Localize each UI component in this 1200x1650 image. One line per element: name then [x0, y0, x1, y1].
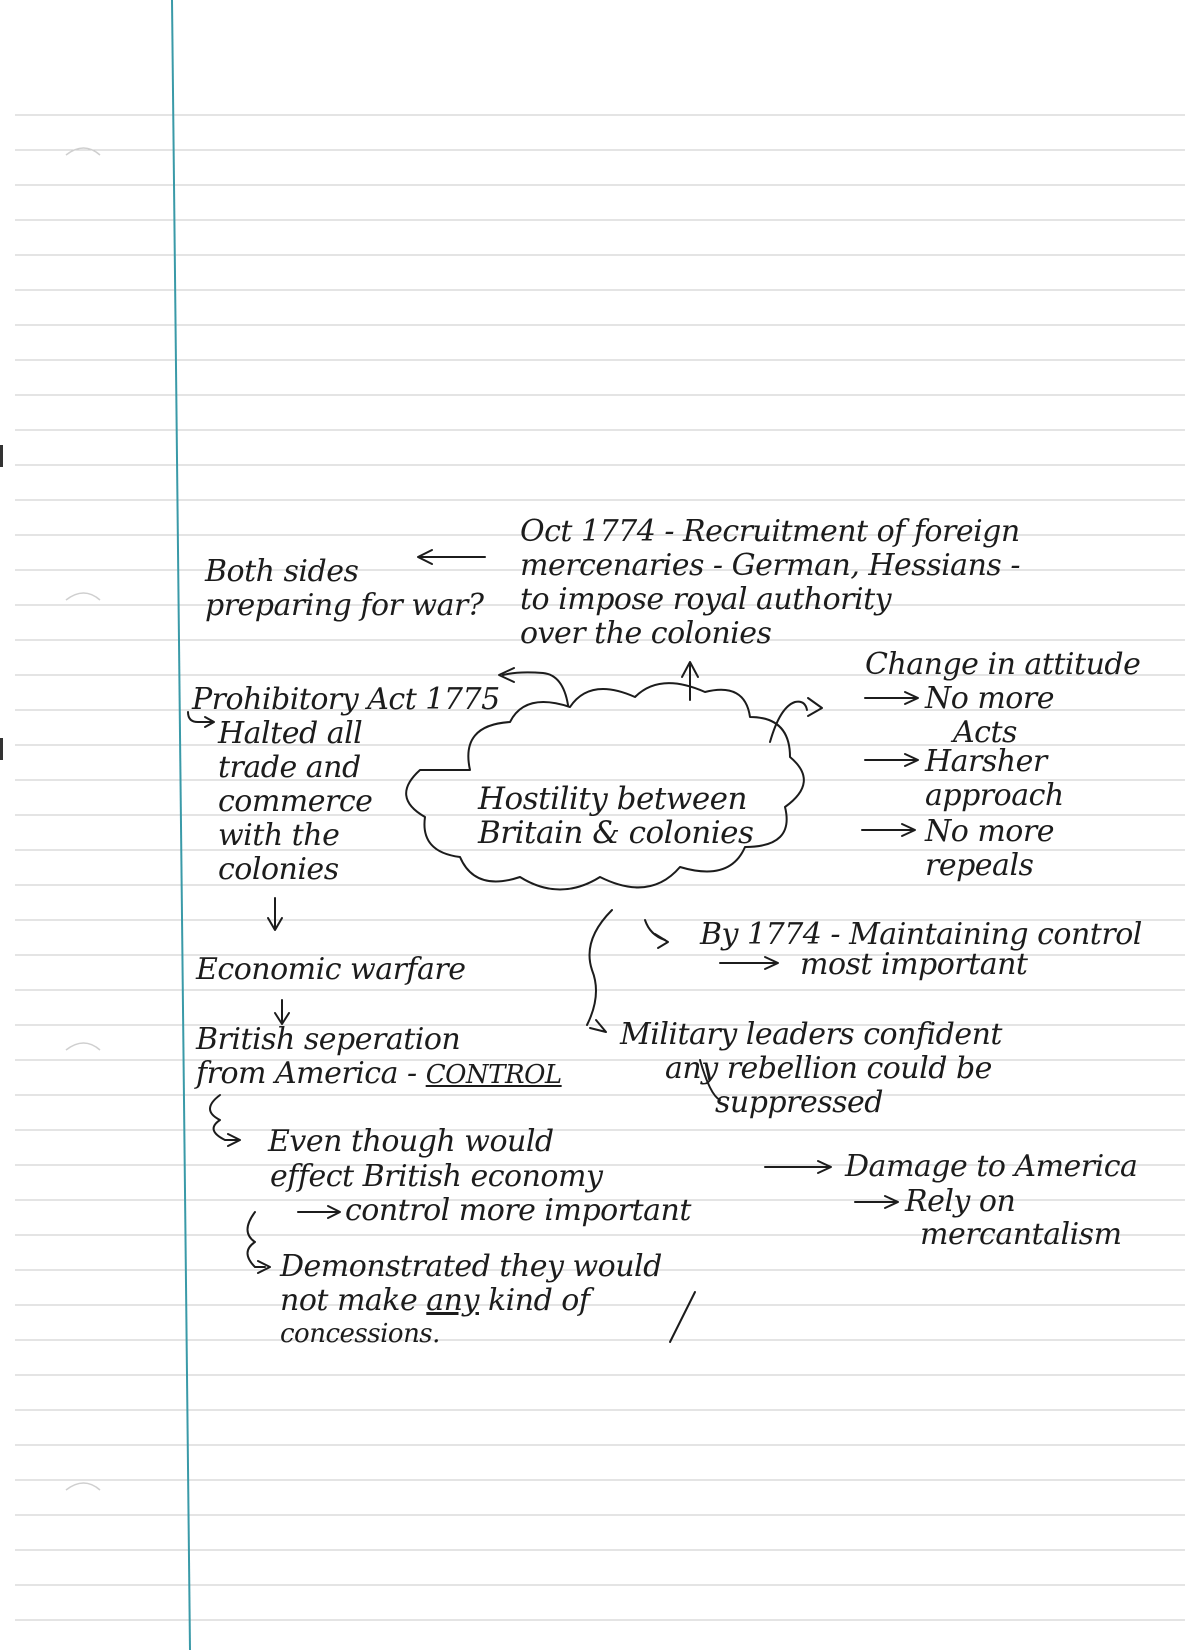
note-line: No more — [925, 681, 1054, 716]
recruitment-note — [520, 515, 1020, 651]
note-line: approach — [925, 778, 1064, 813]
economy-note-cont — [270, 1160, 602, 1194]
note-line: commerce — [218, 784, 373, 819]
damage-note-cont — [920, 1218, 1122, 1252]
note-line: Oct 1774 - Recruitment of foreign — [520, 514, 1020, 549]
prohibitory-act-detail — [218, 717, 372, 887]
note-line: suppressed — [715, 1085, 883, 1120]
note-line: preparing for war? — [205, 588, 484, 623]
note-line: Harsher — [925, 744, 1047, 779]
note-line: By 1774 - Maintaining control — [700, 917, 1142, 952]
note-line: with the — [218, 818, 340, 853]
note-text: not make — [280, 1283, 427, 1318]
note-line: Acts — [953, 715, 1017, 750]
note-line: Damage to America — [845, 1149, 1138, 1184]
note-line — [196, 1057, 562, 1091]
damage-note — [845, 1150, 1137, 1184]
military-note — [620, 1018, 1002, 1120]
attitude-bullet-3 — [925, 815, 1054, 883]
by-1774-note-cont — [800, 948, 1027, 982]
note-line: repeals — [925, 848, 1034, 883]
note-line: mercantalism — [920, 1217, 1122, 1252]
damage-note-cont — [905, 1185, 1015, 1219]
note-line: trade and — [218, 750, 361, 785]
economic-warfare-note — [196, 953, 466, 987]
note-line: Rely on — [905, 1184, 1016, 1219]
note-line: Prohibitory Act 1775 — [192, 682, 500, 717]
attitude-bullet-2 — [925, 745, 1064, 813]
note-line: Change in attitude — [865, 647, 1141, 682]
attitude-title — [865, 648, 1140, 682]
control-note — [345, 1194, 691, 1228]
note-line: Military leaders confident — [620, 1017, 1002, 1052]
arrow-to-prohibitory — [503, 672, 568, 705]
note-line: No more — [925, 814, 1054, 849]
separation-note — [196, 1023, 562, 1091]
both-sides-note — [205, 555, 483, 623]
note-line: Economic warfare — [196, 952, 466, 987]
note-line: mercenaries - German, Hessians - — [520, 548, 1020, 583]
note-line: Halted all — [218, 716, 363, 751]
note-text: kind of — [478, 1283, 590, 1318]
note-line: most important — [800, 947, 1028, 982]
note-line: to impose royal authority — [520, 582, 892, 617]
note-line: over the colonies — [520, 616, 772, 651]
note-line: British seperation — [196, 1022, 461, 1057]
note-line: control more important — [345, 1193, 691, 1228]
note-line: Demonstrated they would — [280, 1249, 662, 1284]
central-topic-line: Britain & colonies — [478, 815, 754, 851]
note-line: concessions. — [280, 1319, 440, 1349]
demonstrated-note — [280, 1250, 662, 1350]
control-emphasis: CONTROL — [425, 1060, 562, 1090]
economy-note — [268, 1125, 554, 1159]
central-topic-line: Hostility between — [478, 781, 747, 817]
note-line: Both sides — [205, 554, 359, 589]
attitude-bullet-1 — [925, 682, 1054, 750]
note-line: any rebellion could be — [665, 1051, 992, 1086]
central-topic — [478, 782, 753, 850]
prohibitory-act-note — [192, 683, 500, 717]
note-line: colonies — [218, 852, 339, 887]
note-text: from America - — [196, 1056, 426, 1091]
note-line — [280, 1284, 662, 1318]
note-line: effect British economy — [270, 1159, 603, 1194]
note-line: Even though would — [268, 1124, 554, 1159]
any-emphasis: any — [426, 1283, 479, 1318]
arrow-to-attitude — [770, 702, 807, 742]
